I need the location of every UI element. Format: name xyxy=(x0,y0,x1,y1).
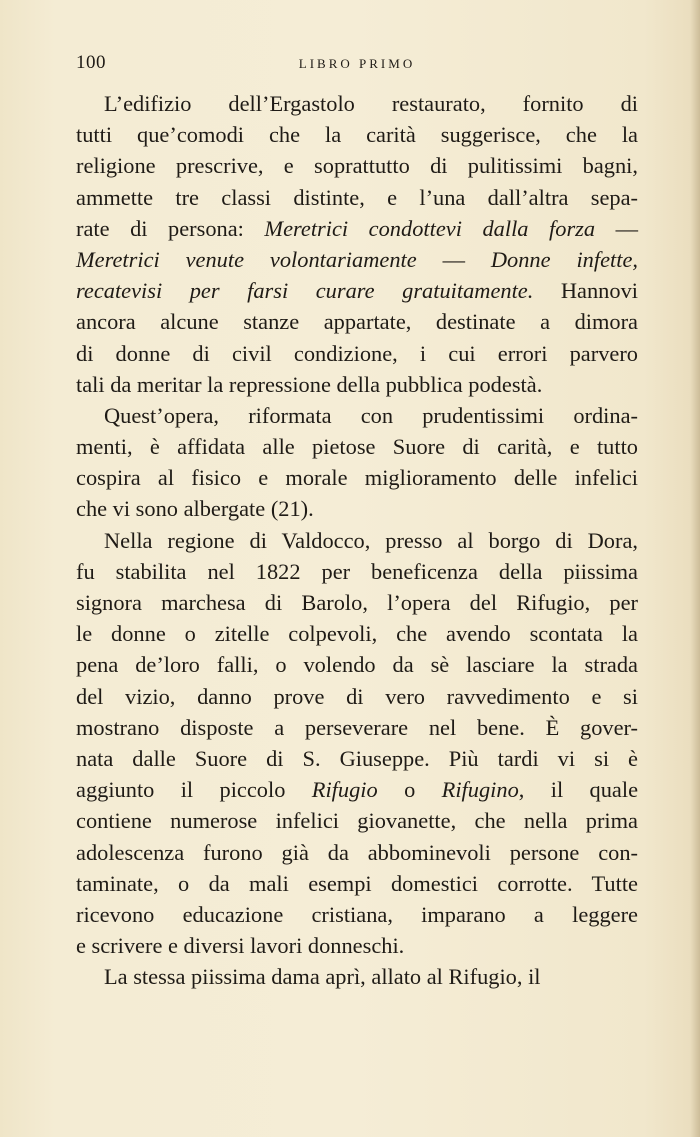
page-edge-shadow xyxy=(690,0,700,1137)
text-line xyxy=(76,338,638,369)
text-line xyxy=(76,88,638,119)
text-line xyxy=(76,244,638,275)
paragraph xyxy=(76,88,638,400)
body-text xyxy=(76,88,638,992)
text-line xyxy=(76,182,638,213)
text-line xyxy=(76,618,638,649)
text-run: mostrano disposte a perseverare nel bene. È gover- xyxy=(76,714,638,740)
text-run: ancora alcune stanze appartate, destinate a dimora xyxy=(76,309,638,335)
text-line xyxy=(76,525,638,556)
italic-text: Rifugio xyxy=(311,777,378,803)
text-run: adolescenza furono già da abbominevoli persone con- xyxy=(76,839,638,865)
text-run: del vizio, danno prove di vero ravvedimento e si xyxy=(76,683,638,709)
text-run: , il quale xyxy=(518,777,639,803)
italic-text: Meretrici condottevi dalla forza xyxy=(264,215,596,241)
text-run: fu stabilita nel 1822 per beneficenza della piissima xyxy=(76,558,638,584)
text-line xyxy=(76,431,638,462)
text-run: Hannovi xyxy=(533,278,638,304)
text-line xyxy=(76,213,638,244)
text-line xyxy=(76,837,638,868)
text-line xyxy=(76,681,638,712)
text-line xyxy=(76,119,638,150)
page-number: 100 xyxy=(76,52,106,73)
text-line xyxy=(76,556,638,587)
text-run: L’edifizio dell’Ergastolo restaurato, fornito di xyxy=(104,91,638,116)
text-line xyxy=(76,930,638,961)
text-run: religione prescrive, e soprattutto di pulitissimi bagni, xyxy=(76,153,638,179)
text-run: di donne di civil condizione, i cui errori parvero xyxy=(76,340,638,366)
text-line xyxy=(76,493,638,524)
italic-text: Rifugino xyxy=(441,777,519,803)
text-run: nata dalle Suore di S. Giuseppe. Più tardi vi si è xyxy=(76,745,638,771)
text-run: taminate, o da mali esempi domestici corrotte. Tutte xyxy=(76,870,638,896)
text-run: tutti que’comodi che la carità suggerisce, che la xyxy=(76,122,638,148)
italic-text: recatevisi per farsi curare gratuitamente. xyxy=(76,278,534,304)
text-run: e scrivere e diversi lavori donneschi. xyxy=(76,933,405,959)
text-run: menti, è affidata alle pietose Suore di carità, e tutto xyxy=(76,434,638,460)
text-line xyxy=(76,899,638,930)
text-line xyxy=(76,462,638,493)
text-run: contiene numerose infelici giovanette, che nella prima xyxy=(76,808,638,834)
text-line xyxy=(76,774,638,805)
text-run: tali da meritar la repressione della pubblica podestà. xyxy=(76,371,543,397)
text-line xyxy=(76,961,638,992)
text-line xyxy=(76,743,638,774)
text-run: La stessa piissima dama aprì, allato al Rifugio, il xyxy=(104,964,541,990)
text-run: rate di persona: xyxy=(76,215,265,241)
paragraph xyxy=(76,525,638,962)
text-run: ricevono educazione cristiana, imparano a leggere xyxy=(76,901,638,927)
text-run: le donne o zitelle colpevoli, che avendo scontata la xyxy=(76,621,638,647)
text-run: ammette tre classi distinte, e l’una dall’altra sepa- xyxy=(76,184,638,210)
page-header xyxy=(76,52,638,76)
text-line xyxy=(76,712,638,743)
text-run: pena de’loro falli, o volendo da sè lasciare la strada xyxy=(76,652,638,678)
text-run: — xyxy=(416,246,491,272)
italic-text: Meretrici venute volontariamente xyxy=(76,246,417,272)
text-run: — xyxy=(595,215,638,241)
text-line xyxy=(76,306,638,337)
text-run: Nella regione di Valdocco, presso al borgo di Dora, xyxy=(104,527,638,553)
text-line xyxy=(76,150,638,181)
text-line xyxy=(76,369,638,400)
text-run: aggiunto il piccolo xyxy=(76,777,312,803)
text-line xyxy=(76,275,638,306)
running-head: LIBRO PRIMO xyxy=(298,56,416,71)
text-line xyxy=(76,587,638,618)
text-line xyxy=(76,649,638,680)
text-run: cospira al fisico e morale miglioramento delle infelici xyxy=(76,465,638,491)
text-run: che vi sono albergate (21). xyxy=(76,496,314,522)
text-run: signora marchesa di Barolo, l’opera del Rifugio, per xyxy=(76,590,638,615)
italic-text: Donne infette, xyxy=(490,246,638,272)
text-line xyxy=(76,805,638,836)
text-line xyxy=(76,868,638,899)
text-run: Quest’opera, riformata con prudentissimi ordina- xyxy=(104,402,638,428)
paragraph xyxy=(76,400,638,525)
text-line xyxy=(76,400,638,431)
paragraph xyxy=(76,961,638,992)
text-run: o xyxy=(377,777,442,803)
